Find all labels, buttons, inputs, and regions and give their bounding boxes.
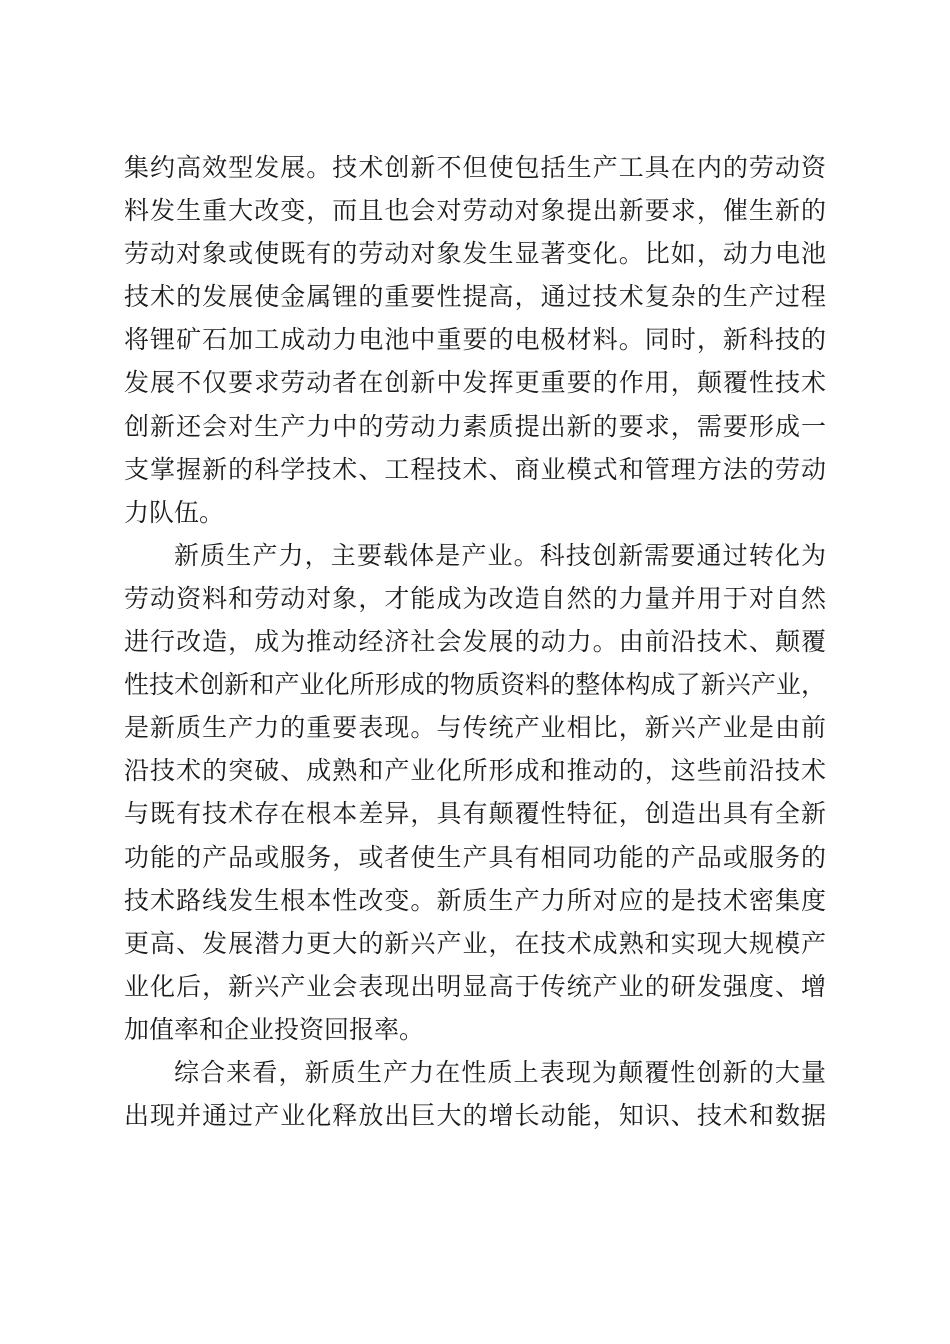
paragraph-line: 料发生重大改变，而且也会对劳动对象提出新要求，催生新的 (124, 196, 826, 226)
paragraph (124, 146, 826, 534)
paragraph-line: 力队伍。 (124, 497, 225, 527)
paragraph-line: 加值率和企业投资回报率。 (124, 1014, 425, 1044)
paragraph-line: 与既有技术存在根本差异，具有颠覆性特征，创造出具有全新 (124, 799, 826, 829)
paragraph-line: 集约高效型发展。技术创新不但使包括生产工具在内的劳动资 (124, 153, 826, 182)
paragraph-line: 新质生产力，主要载体是产业。科技创新需要通过转化为 (174, 540, 826, 570)
paragraph-line: 是新质生产力的重要表现。与传统产业相比，新兴产业是由前 (124, 713, 826, 743)
paragraph-line: 业化后，新兴产业会表现出明显高于传统产业的研发强度、增 (124, 971, 826, 1001)
paragraph-line: 综合来看，新质生产力在性质上表现为颠覆性创新的大量 (174, 1057, 826, 1087)
paragraph (124, 534, 826, 1051)
paragraph (124, 1051, 826, 1137)
paragraph-line: 创新还会对生产力中的劳动力素质提出新的要求，需要形成一 (124, 411, 826, 441)
paragraph-line: 支掌握新的科学技术、工程技术、商业模式和管理方法的劳动 (124, 454, 826, 484)
paragraph-line: 劳动对象或使既有的劳动对象发生显著变化。比如，动力电池 (124, 239, 826, 269)
paragraph-line: 更高、发展潜力更大的新兴产业，在技术成熟和实现大规模产 (124, 928, 826, 958)
paragraph-line: 技术路线发生根本性改变。新质生产力所对应的是技术密集度 (124, 885, 826, 915)
paragraph-line: 性技术创新和产业化所形成的物质资料的整体构成了新兴产业， (124, 670, 826, 700)
paragraph-line: 进行改造，成为推动经济社会发展的动力。由前沿技术、颠覆 (124, 627, 826, 657)
paragraph-line: 沿技术的突破、成熟和产业化所形成和推动的，这些前沿技术 (124, 756, 826, 786)
body-text (124, 146, 826, 1137)
paragraph-line: 劳动资料和劳动对象，才能成为改造自然的力量并用于对自然 (124, 583, 826, 613)
paragraph-line: 发展不仅要求劳动者在创新中发挥更重要的作用，颠覆性技术 (124, 368, 826, 398)
paragraph-line: 技术的发展使金属锂的重要性提高，通过技术复杂的生产过程 (124, 282, 826, 312)
paragraph-line: 功能的产品或服务，或者使生产具有相同功能的产品或服务的 (124, 842, 826, 872)
paragraph-line: 将锂矿石加工成动力电池中重要的电极材料。同时，新科技的 (124, 325, 826, 355)
paragraph-line: 出现并通过产业化释放出巨大的增长动能，知识、技术和数据 (124, 1101, 826, 1131)
